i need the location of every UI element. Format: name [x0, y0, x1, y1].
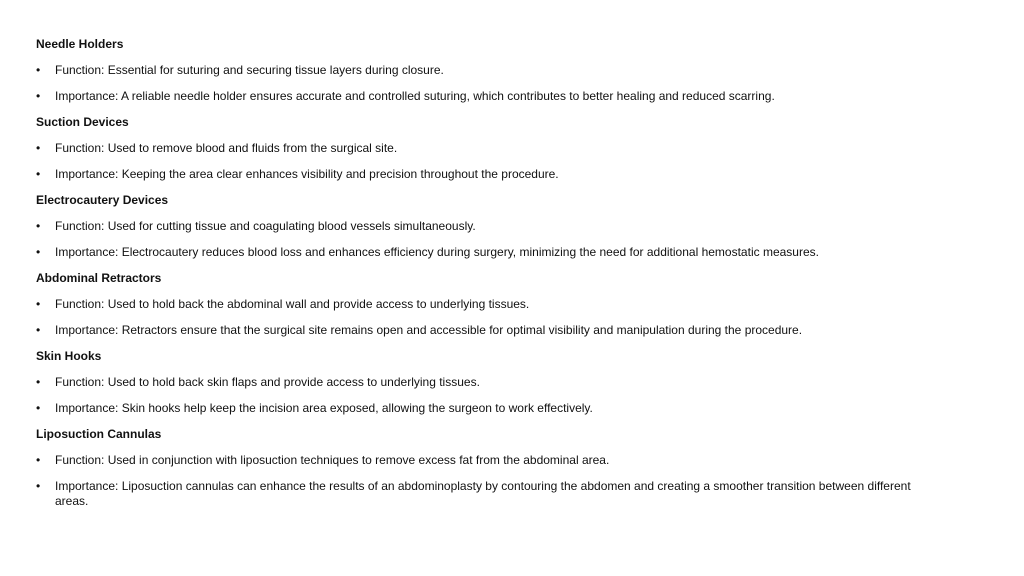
bullet-text: Function: Used to hold back the abdominal wall and provide access to underlying tissues. — [55, 297, 530, 311]
bullet-icon: • — [36, 323, 41, 337]
bullet-text: Function: Essential for suturing and securing tissue layers during closure. — [55, 63, 444, 77]
bullet-text: Importance: Liposuction cannulas can enhance the results of an abdominoplasty by contouring the abdomen and creating a smoother transition between different areas. — [55, 479, 911, 508]
bullet-text: Importance: A reliable needle holder ensures accurate and controlled suturing, which contributes to better healing and reduced scarring. — [55, 89, 775, 103]
bullet-icon: • — [36, 297, 41, 311]
bullet-icon: • — [36, 167, 41, 181]
section-needle-holders — [36, 37, 936, 104]
bullet-icon: • — [36, 219, 41, 233]
section-title: Skin Hooks — [36, 349, 102, 363]
bullet-text: Importance: Skin hooks help keep the incision area exposed, allowing the surgeon to work effectively. — [55, 401, 593, 415]
list-item — [36, 167, 936, 182]
bullet-icon: • — [36, 63, 41, 77]
bullet-icon: • — [36, 375, 41, 389]
list-item — [36, 453, 936, 468]
list-item — [36, 297, 936, 312]
slide-content — [36, 37, 936, 520]
bullet-icon: • — [36, 401, 41, 415]
section-title: Liposuction Cannulas — [36, 427, 162, 441]
bullet-text: Function: Used in conjunction with liposuction techniques to remove excess fat from the abdominal area. — [55, 453, 610, 467]
bullet-icon: • — [36, 479, 41, 493]
list-item — [36, 323, 936, 338]
bullet-text: Function: Used to remove blood and fluids from the surgical site. — [55, 141, 398, 155]
list-item — [36, 63, 936, 78]
section-electrocautery-devices — [36, 193, 936, 260]
bullet-text: Importance: Electrocautery reduces blood loss and enhances efficiency during surgery, minimizing the need for additional hemostatic measures. — [55, 245, 819, 259]
section-skin-hooks — [36, 349, 936, 416]
bullet-text: Function: Used to hold back skin flaps and provide access to underlying tissues. — [55, 375, 480, 389]
section-title: Suction Devices — [36, 115, 129, 129]
list-item — [36, 245, 936, 260]
bullet-text: Importance: Retractors ensure that the surgical site remains open and accessible for optimal visibility and manipulation during the procedure. — [55, 323, 803, 337]
list-item — [36, 401, 936, 416]
bullet-icon: • — [36, 245, 41, 259]
section-title: Needle Holders — [36, 37, 124, 51]
section-liposuction-cannulas — [36, 427, 936, 509]
list-item — [36, 219, 936, 234]
bullet-text: Importance: Keeping the area clear enhances visibility and precision throughout the procedure. — [55, 167, 559, 181]
list-item — [36, 141, 936, 156]
list-item — [36, 375, 936, 390]
bullet-text: Function: Used for cutting tissue and coagulating blood vessels simultaneously. — [55, 219, 476, 233]
bullet-icon: • — [36, 89, 41, 103]
list-item — [36, 89, 936, 104]
bullet-icon: • — [36, 141, 41, 155]
section-title: Electrocautery Devices — [36, 193, 169, 207]
bullet-icon: • — [36, 453, 41, 467]
section-title: Abdominal Retractors — [36, 271, 162, 285]
section-suction-devices — [36, 115, 936, 182]
section-abdominal-retractors — [36, 271, 936, 338]
list-item — [36, 479, 936, 509]
